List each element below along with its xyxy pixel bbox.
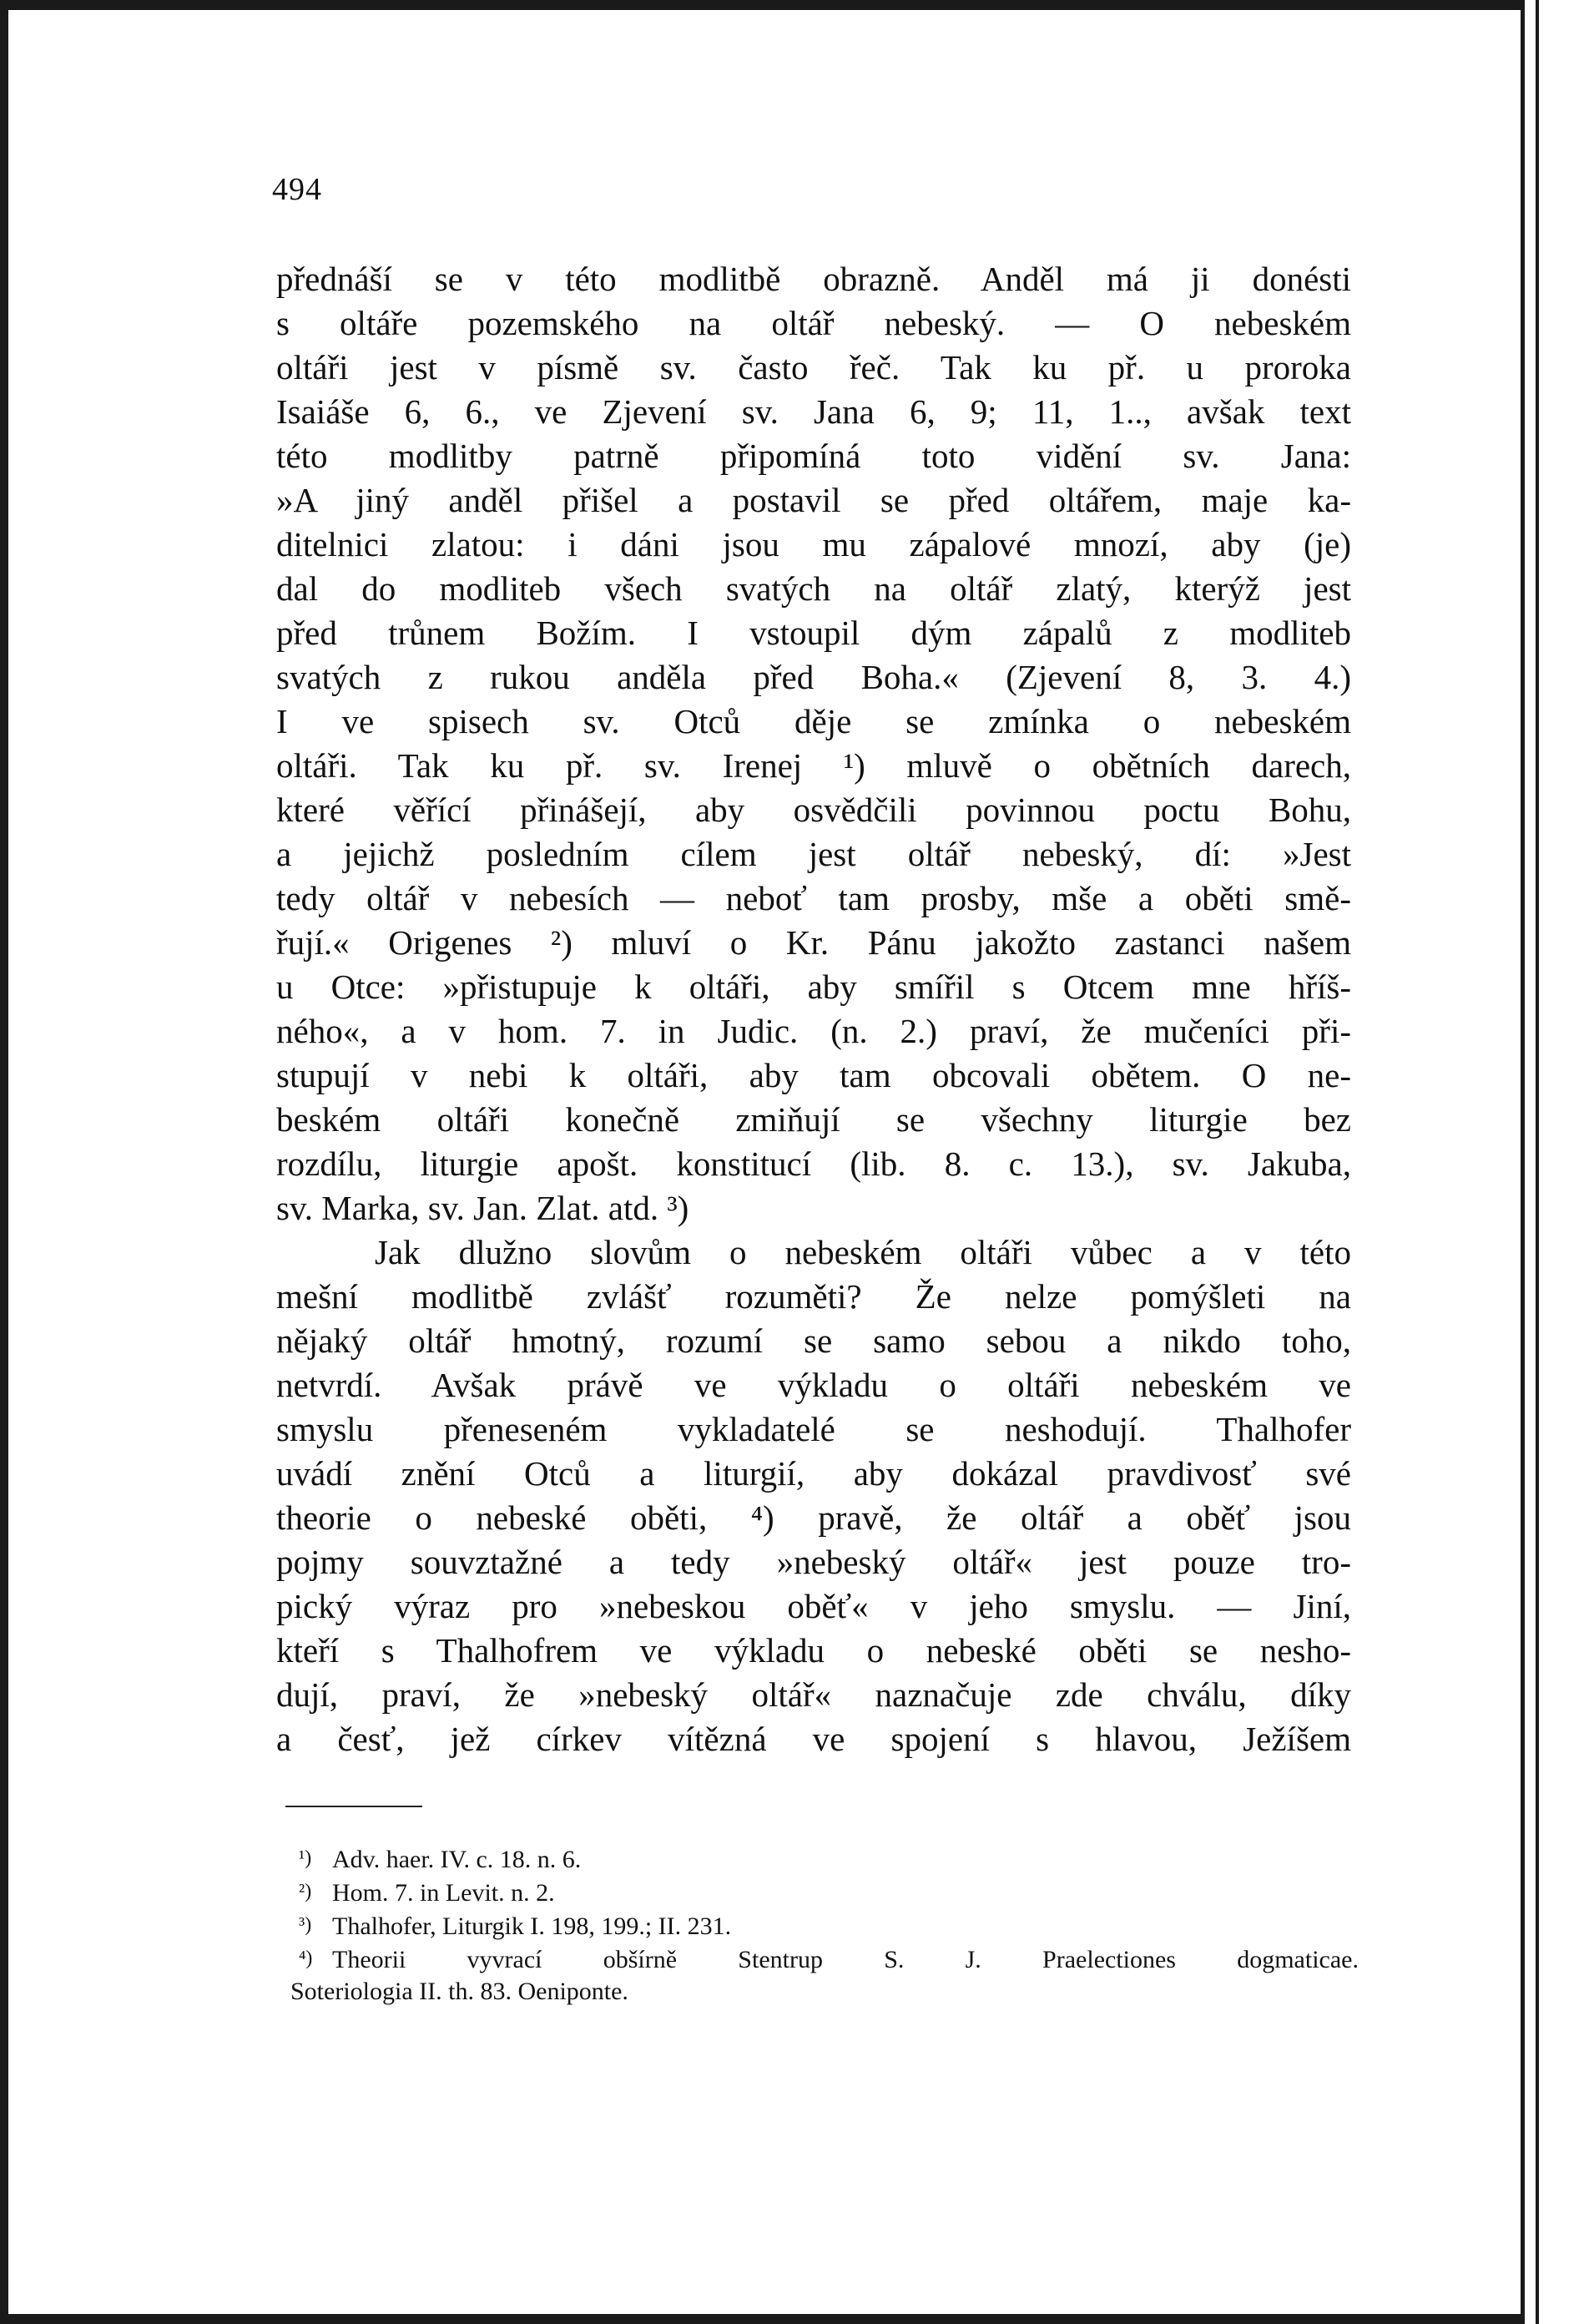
footnote-mark: ⁴) (299, 1948, 313, 1969)
text-line: I ve spisech sv. Otců děje se zmínka o nebeském (276, 702, 1351, 740)
text-line: oltáři jest v písmě sv. často řeč. Tak ku př. u proroka (276, 348, 1351, 386)
footnote-text: Thalhofer, Liturgik I. 198, 199.; II. 231. (332, 1912, 732, 1940)
footnote-mark: ²) (299, 1881, 312, 1902)
text-line: dal do modliteb všech svatých na oltář zlatý, kterýž jest (276, 569, 1351, 608)
footnote-text: Hom. 7. in Levit. n. 2. (332, 1879, 555, 1907)
scan-border-right-outer (1536, 0, 1539, 2324)
text-line: smyslu přeneseném vykladatelé se neshodují. Thalhofer (276, 1410, 1351, 1448)
scan-border-left (0, 0, 8, 2324)
text-line: Isaiáše 6, 6., ve Zjevení sv. Jana 6, 9; 11, 1.., avšak text (276, 392, 1351, 431)
text-line: které věřící přinášejí, aby osvědčili povinnou poctu Bohu, (276, 791, 1351, 829)
text-line: theorie o nebeské oběti, ⁴) pravě, že oltář a oběť jsou (276, 1498, 1351, 1537)
text-line: rozdílu, liturgie apošt. konstitucí (lib. 8. c. 13.), sv. Jakuba, (276, 1144, 1351, 1183)
scan-border-bottom (0, 2314, 1594, 2324)
footnote-mark: ¹) (299, 1847, 312, 1869)
text-line: sv. Marka, sv. Jan. Zlat. atd. ³) (276, 1189, 689, 1227)
text-line: pický výraz pro »nebeskou oběť« v jeho smyslu. — Jiní, (276, 1587, 1351, 1625)
text-line: řují.« Origenes ²) mluví o Kr. Pánu jakožto zastanci našem (276, 923, 1351, 962)
text-line: dují, praví, že »nebeský oltář« naznačuje zde chválu, díky (276, 1675, 1351, 1714)
footnote-text: Soteriologia II. th. 83. Oeniponte. (290, 1978, 628, 2005)
text-line: stupují v nebi k oltáři, aby tam obcovali obětem. O ne- (276, 1056, 1351, 1094)
text-line: »A jiný anděl přišel a postavil se před oltářem, maje ka- (276, 481, 1351, 519)
footnote-separator (285, 1806, 422, 1807)
text-line: a česť, jež církev vítězná ve spojení s hlavou, Ježíšem (276, 1720, 1351, 1758)
text-line: ného«, a v hom. 7. in Judic. (n. 2.) praví, že mučeníci při- (276, 1012, 1351, 1050)
scan-border-right (1521, 0, 1525, 2324)
text-line: přednáší se v této modlitbě obrazně. Anděl má ji donésti (276, 260, 1351, 298)
text-line: beském oltáři konečně zmiňují se všechny liturgie bez (276, 1100, 1351, 1139)
text-line: Jak dlužno slovům o nebeském oltáři vůbec a v této (375, 1233, 1351, 1271)
footnote-mark: ³) (299, 1914, 312, 1936)
footnote-3 (299, 1908, 1359, 1942)
text-line: s oltáře pozemského na oltář nebeský. — O nebeském (276, 304, 1351, 342)
footnote-1 (299, 1842, 1359, 1875)
text-line: mešní modlitbě zvlášť rozuměti? Že nelze pomýšleti na (276, 1277, 1351, 1316)
text-line: u Otce: »přistupuje k oltáři, aby smířil s Otcem mne hříš- (276, 967, 1351, 1006)
text-line: před trůnem Božím. I vstoupil dým zápalů z modliteb (276, 614, 1351, 652)
footnotes (290, 1842, 1359, 2008)
text-line: svatých z rukou anděla před Boha.« (Zjevení 8, 3. 4.) (276, 658, 1351, 696)
main-text (276, 257, 1351, 1761)
text-line: oltáři. Tak ku př. sv. Irenej ¹) mluvě o obětních darech, (276, 746, 1351, 785)
text-line: tedy oltář v nebesích — neboť tam prosby, mše a oběti smě- (276, 879, 1351, 917)
page-number: 494 (272, 172, 322, 207)
text-line: nějaký oltář hmotný, rozumí se samo sebou a nikdo toho, (276, 1321, 1351, 1360)
text-line: ditelnici zlatou: i dáni jsou mu zápalové mnozí, aby (je) (276, 525, 1351, 563)
scan-margin-right (1521, 0, 1594, 2324)
text-line: uvádí znění Otců a liturgií, aby dokázal pravdivosť své (276, 1454, 1351, 1493)
footnote-4 (299, 1942, 1359, 1975)
footnote-text: Theorii vyvrací obšírně Stentrup S. J. Praelectiones dogmaticae. (332, 1946, 1359, 1973)
footnote-4-continuation (290, 1975, 1359, 2008)
text-line: netvrdí. Avšak právě ve výkladu o oltáři nebeském ve (276, 1366, 1351, 1404)
text-line: pojmy souvztažné a tedy »nebeský oltář« jest pouze tro- (276, 1543, 1351, 1581)
text-line: kteří s Thalhofrem ve výkladu o nebeské oběti se nesho- (276, 1631, 1351, 1670)
text-line: a jejichž posledním cílem jest oltář nebeský, dí: »Jest (276, 835, 1351, 873)
text-line: této modlitby patrně připomíná toto vidění sv. Jana: (276, 437, 1351, 475)
footnote-text: Adv. haer. IV. c. 18. n. 6. (332, 1846, 582, 1873)
footnote-2 (299, 1875, 1359, 1908)
scan-border-top (0, 0, 1594, 10)
